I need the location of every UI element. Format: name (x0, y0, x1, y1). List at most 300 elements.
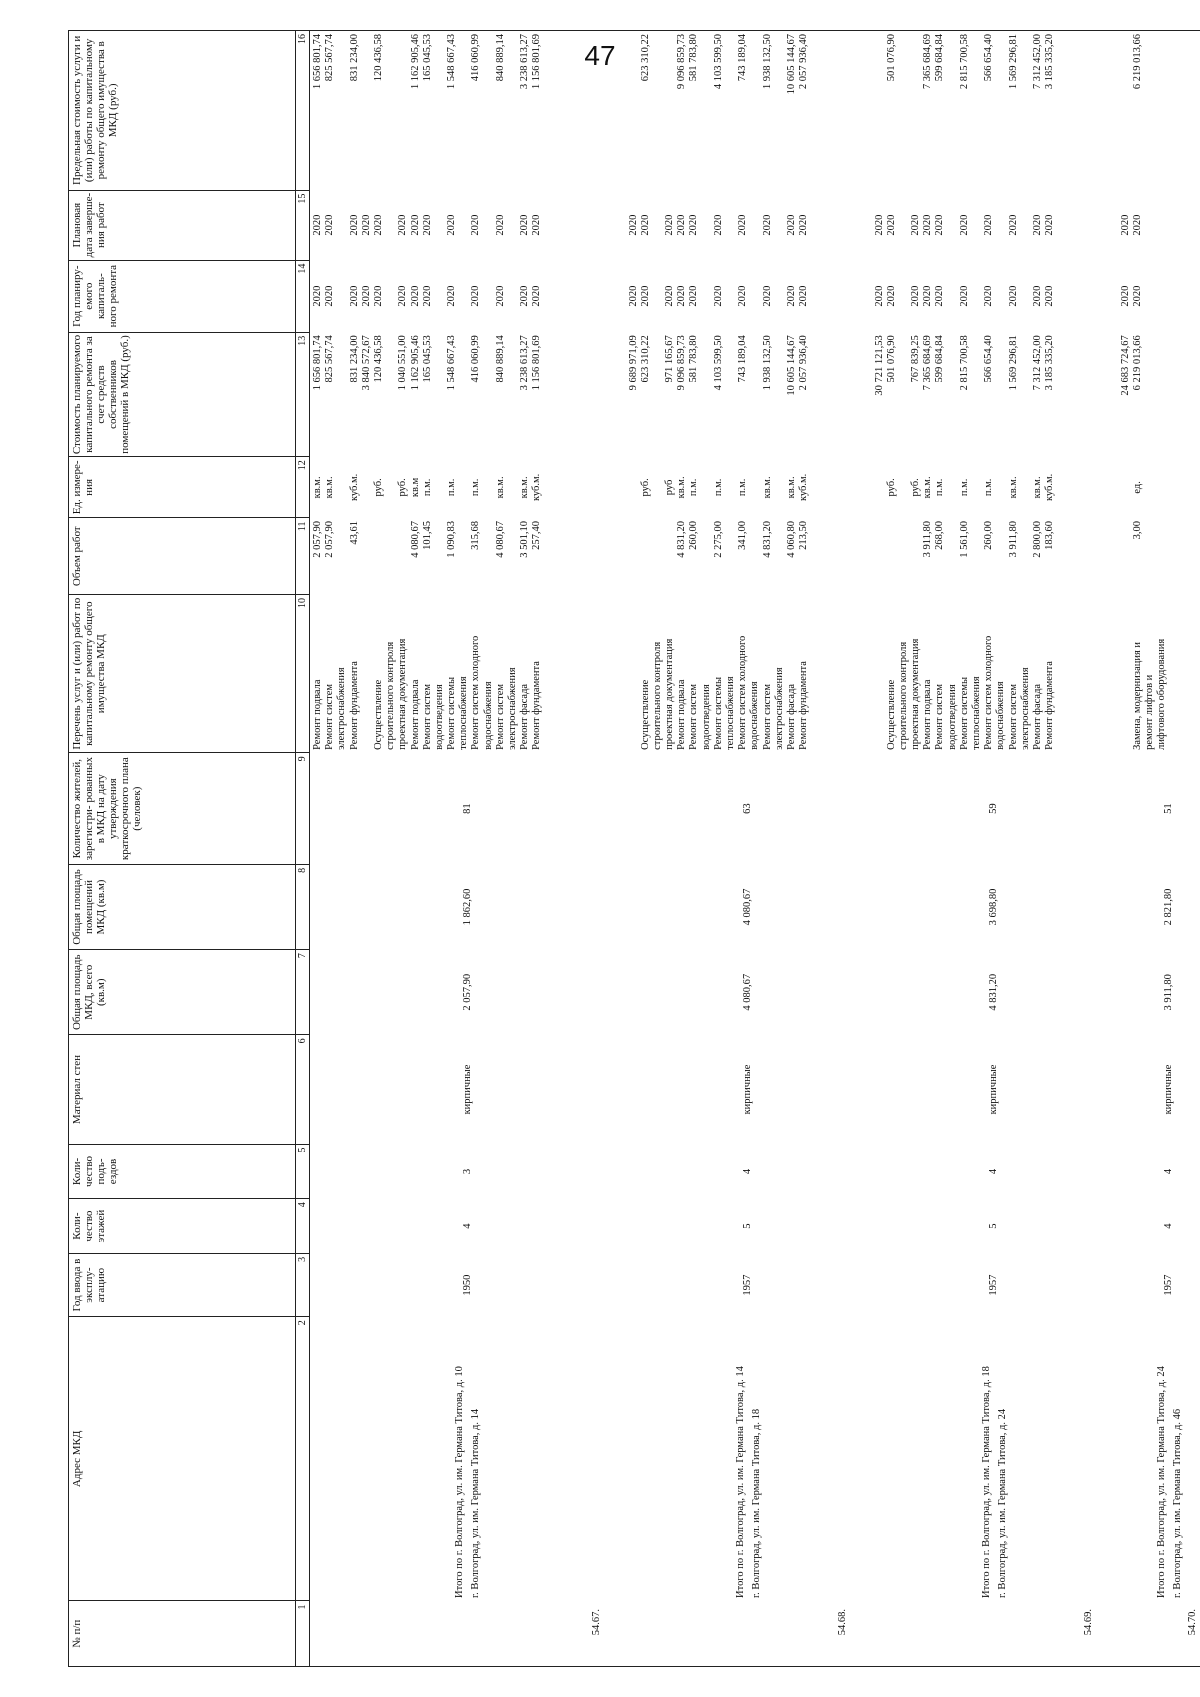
column-number: 6 (296, 1035, 310, 1144)
cell-line (774, 193, 786, 257)
cell-line: 2020 (531, 214, 543, 236)
cell-line: куб.м. (348, 473, 360, 502)
column-header: Общая площадь помещений МКД (кв.м) (69, 864, 296, 949)
cell-line: 2020 (1007, 285, 1019, 307)
cost-list (1118, 332, 1200, 457)
cell-line (458, 34, 470, 187)
cell-line: электроснабжения (507, 667, 518, 750)
cell-line: п.м. (421, 478, 433, 497)
cell-line: кв.м. (761, 476, 773, 499)
column-number: 5 (296, 1144, 310, 1199)
cell-line: куб.м. (1044, 473, 1056, 502)
cell-line: теплоснабжения (458, 676, 470, 750)
cell-line (628, 597, 640, 749)
cell-line: 10 605 144,67 (785, 34, 797, 95)
cell-line: 2020 (785, 214, 797, 236)
column-header: Предельная стоимость услуги и (или) работы по капитальному ремонту общего имущества в МКД (руб.) (69, 31, 296, 191)
cell-line (898, 193, 910, 257)
cell-line: кв.м. (494, 476, 506, 499)
cell-line: кв.м. (519, 476, 531, 499)
cell-line: водоснабжения (995, 681, 1007, 750)
cell-line: 1 569 296,81 (1007, 335, 1019, 391)
column-header: Перечень услуг и (или) работ по капитальному ремонту общего имущества МКД (69, 594, 296, 752)
cell-line: Ремонт фундамента (798, 661, 810, 750)
cell-line: кв.м. (312, 476, 323, 499)
cell-line: 2020 (983, 285, 995, 307)
cell-line (725, 521, 737, 591)
cell-line: 2020 (958, 214, 970, 236)
column-number: 15 (296, 190, 310, 260)
total-line: Итого по г. Волгоград, ул. им. Германа Титова, д. 14 (734, 1366, 746, 1598)
cell-line (507, 193, 519, 257)
cell-line (458, 460, 470, 515)
cell-line (507, 335, 519, 454)
column-header: Коли- чество этажей (69, 1199, 296, 1254)
cell-line (1156, 521, 1168, 591)
cell-line (385, 521, 397, 591)
cell-line (652, 460, 664, 515)
cell-line: кв.м. (324, 476, 336, 499)
cell-line (971, 335, 983, 454)
area-rooms: 2 821,80 (1163, 888, 1175, 926)
cell-line: 599 684,84 (934, 335, 946, 383)
cell-line: 2020 (348, 214, 360, 236)
cell-line (874, 34, 886, 187)
cell-line (385, 460, 397, 515)
cell-line: 1 156 801,69 (531, 335, 543, 391)
limit-cost-list (626, 31, 872, 191)
plan-year-list (626, 260, 872, 332)
cell-line (1156, 460, 1168, 515)
finish-date-list (1118, 190, 1200, 260)
cell-line: Ремонт системы (712, 676, 724, 750)
cell-line (725, 460, 737, 515)
cell-line (628, 521, 640, 591)
column-header: Плановая дата заверше- ния работ (69, 190, 296, 260)
cell-line: проектная документация (664, 638, 676, 750)
volume-list (310, 518, 626, 594)
cell-line: 2020 (676, 214, 688, 236)
cell-line: 825 567,74 (324, 34, 336, 82)
cell-line: 2020 (421, 285, 433, 307)
cell-line: 416 060,99 (470, 34, 482, 82)
cell-line (774, 263, 786, 329)
cell-line: кв.м (409, 477, 421, 498)
cell-line: 2 057,90 (324, 520, 336, 558)
cell-line (385, 335, 397, 454)
cell-line: 2020 (1044, 214, 1056, 236)
finish-date-list (310, 190, 626, 260)
cell-line: 30 721 121,53 (873, 335, 885, 396)
column-number: 3 (296, 1253, 310, 1316)
residents: 63 (742, 803, 754, 814)
column-number: 13 (296, 332, 310, 457)
cell-line (458, 193, 470, 257)
cell-line: 2020 (1131, 285, 1143, 307)
cell-line (701, 193, 713, 257)
year-built: 1957 (742, 1274, 754, 1296)
cell-line: 971 165,67 (664, 335, 676, 383)
cell-line: 7 365 684,69 (922, 335, 934, 391)
cell-line: электроснабжения (773, 667, 785, 750)
cell-line (725, 34, 737, 187)
cell-line: 2020 (910, 285, 922, 307)
cell-line (1144, 460, 1156, 515)
cell-line (774, 34, 786, 187)
cell-line (701, 521, 713, 591)
cell-line: 623 310,22 (639, 335, 651, 383)
cell-line (1156, 193, 1168, 257)
cell-line: 24 683 724,67 (1119, 335, 1131, 396)
address-cell (872, 1317, 1118, 1601)
cell-line: строительного контроля (385, 641, 397, 750)
cell-line: 3 238 613,27 (519, 335, 531, 391)
cell-line: Ремонт системы (958, 676, 970, 750)
cell-line: Ремонт фасада (519, 683, 531, 750)
cell-line: руб. (397, 478, 409, 497)
cell-line: 1 156 801,69 (531, 34, 543, 90)
cell-line: 2020 (372, 285, 384, 307)
cell-line (361, 34, 373, 187)
cell-line: 840 889,14 (494, 34, 506, 82)
residents: 81 (461, 803, 473, 814)
cell-line: 2020 (688, 214, 700, 236)
cell-line: 2020 (664, 285, 676, 307)
cell-line: 2020 (627, 214, 639, 236)
cell-line: 2020 (983, 214, 995, 236)
cell-line: теплоснабжения (725, 676, 736, 750)
cell-line: 2020 (737, 285, 749, 307)
entrances: 4 (742, 1168, 754, 1175)
cell-line: Ремонт систем (688, 683, 700, 750)
cell-line: 1 938 132,50 (761, 335, 773, 391)
cell-line (434, 34, 446, 187)
column-number: 12 (296, 457, 310, 518)
cell-line: 6 219 013,66 (1131, 34, 1143, 90)
floors: 4 (461, 1223, 473, 1229)
cell-line: 4 831,20 (761, 520, 773, 558)
cell-line: 1 548 667,43 (446, 34, 458, 90)
cell-line (652, 193, 664, 257)
cell-line (947, 34, 959, 187)
cell-line (652, 263, 664, 329)
cell-line (947, 335, 959, 454)
cell-line (1144, 34, 1156, 187)
cell-line: 2020 (798, 285, 810, 307)
cell-line (483, 193, 495, 257)
plan-year-list (872, 260, 1118, 332)
cell-line (749, 460, 761, 515)
cell-line (361, 521, 373, 591)
cell-line: 268,00 (934, 520, 946, 550)
year-built: 1950 (461, 1274, 473, 1296)
cell-line: 3 238 613,27 (519, 34, 531, 90)
cell-line (874, 597, 886, 749)
cell-line: 2020 (324, 285, 336, 307)
column-number: 2 (296, 1317, 310, 1601)
cell-line: Осуществление (372, 679, 384, 750)
cell-line (483, 335, 495, 454)
cell-line: 2020 (519, 285, 531, 307)
cell-line (652, 521, 664, 591)
cell-line: 831 234,00 (348, 335, 360, 383)
cell-line: 2020 (688, 285, 700, 307)
cell-line (995, 263, 1007, 329)
cell-line (947, 460, 959, 515)
cell-line: Ремонт фундамента (348, 661, 360, 750)
finish-date-list (626, 190, 872, 260)
wall-material: кирпичные (461, 1064, 473, 1115)
cell-line (483, 460, 495, 515)
column-number: 9 (296, 753, 310, 864)
cell-line (336, 34, 348, 187)
floors: 4 (1163, 1223, 1175, 1229)
cell-line: п.м. (983, 478, 995, 497)
area-rooms: 3 698,80 (988, 888, 1000, 926)
cell-line (652, 335, 664, 454)
residents: 51 (1163, 803, 1175, 814)
cell-line: 101,45 (421, 520, 433, 550)
cell-line: 2020 (372, 214, 384, 236)
cell-line: 2020 (1007, 214, 1019, 236)
column-header: Год планиру- емого капиталь- ного ремонта (69, 260, 296, 332)
cell-line: 2020 (421, 214, 433, 236)
cell-line: 7 312 452,00 (1031, 335, 1043, 391)
cell-line (701, 335, 713, 454)
cell-line: 840 889,14 (494, 335, 506, 383)
address-cell (1118, 1317, 1200, 1601)
cell-line: 2020 (761, 285, 773, 307)
address-cell (626, 1317, 872, 1601)
cell-line (664, 34, 676, 187)
cell-line (507, 460, 519, 515)
cell-line: 43,61 (348, 520, 360, 545)
cell-line: 2020 (885, 285, 897, 307)
cell-line: 2020 (360, 214, 372, 236)
cell-line: 1 162 905,46 (409, 34, 421, 90)
cell-line: п.м. (934, 478, 946, 497)
cell-line: Ремонт фасада (785, 683, 797, 750)
cell-line (434, 335, 446, 454)
cell-line (434, 460, 446, 515)
cell-line (1156, 263, 1168, 329)
cell-line: 2020 (1031, 285, 1043, 307)
cell-line (701, 34, 713, 187)
cell-line: проектная документация (397, 638, 409, 750)
cell-line: водоснабжения (749, 681, 761, 750)
cell-line: электроснабжения (336, 667, 348, 750)
cell-line (1020, 34, 1032, 187)
cell-line (701, 263, 713, 329)
volume-list (1118, 518, 1200, 594)
cell-line (336, 335, 348, 454)
cell-line: 2 275,00 (712, 520, 724, 558)
cell-line (995, 193, 1007, 257)
cell-line: п.м. (446, 478, 458, 497)
row-index: 54.70. (1118, 1601, 1200, 1667)
cell-line: 566 654,40 (983, 34, 995, 82)
cell-line: кв.м. (785, 476, 797, 499)
cell-line: 341,00 (737, 520, 749, 550)
cell-line (507, 34, 519, 187)
column-header: Год ввода в эксплу- атацию (69, 1253, 296, 1316)
cell-line: 2020 (519, 214, 531, 236)
cell-line (336, 460, 348, 515)
cell-line: 825 567,74 (324, 335, 336, 383)
area-total: 4 831,20 (988, 973, 1000, 1011)
cell-line: 9 096 859,73 (676, 34, 688, 90)
entrances: 3 (461, 1168, 473, 1175)
cell-line: 2020 (664, 214, 676, 236)
cell-line: Ремонт систем холодного (983, 635, 995, 750)
rotated-table-wrapper (68, 30, 1199, 1667)
cell-line (507, 263, 519, 329)
address: г. Волгоград, ул. им. Германа Титова, д. 46 (1171, 1408, 1183, 1598)
cost-list (310, 332, 626, 457)
cell-line (1020, 521, 1032, 591)
cell-line: 4 103 599,50 (712, 34, 724, 90)
entrances: 4 (1163, 1168, 1175, 1175)
cell-line: 2020 (312, 214, 323, 236)
cell-line: Ремонт систем холодного (737, 635, 749, 750)
cell-line (886, 521, 898, 591)
cell-line (1120, 34, 1132, 187)
cell-line: 2020 (934, 214, 946, 236)
cell-line (1144, 193, 1156, 257)
cell-line: 120 436,58 (372, 335, 384, 383)
cell-line (652, 34, 664, 187)
cell-line (995, 34, 1007, 187)
cell-line (898, 521, 910, 591)
cell-line: водоотведения (700, 684, 712, 750)
cell-line: строительного контроля (651, 641, 663, 750)
cell-line: ед. (1131, 481, 1143, 494)
plan-year-list (1118, 260, 1200, 332)
column-header: Количество жителей, зарегистри- рованных в МКД на дату утверждения краткосрочного плана (человек) (69, 753, 296, 864)
column-header: Адрес МКД (69, 1317, 296, 1601)
cell-line: 2020 (1119, 285, 1131, 307)
cell-line: Ремонт систем (934, 683, 946, 750)
house-block (1118, 31, 1200, 1667)
cell-line (971, 460, 983, 515)
floors: 5 (988, 1223, 1000, 1229)
cell-line (373, 521, 385, 591)
cell-line (434, 263, 446, 329)
house-block (626, 31, 872, 1667)
cell-line: 2020 (531, 285, 543, 307)
cell-line (1120, 521, 1132, 591)
works-list (872, 594, 1118, 752)
cell-line (701, 460, 713, 515)
row-index: 54.67. (310, 1601, 626, 1667)
cell-line (749, 521, 761, 591)
cell-line: Ремонт систем (1007, 683, 1019, 750)
cell-line (725, 263, 737, 329)
cell-line: 2020 (922, 214, 934, 236)
cell-line: 2020 (712, 285, 724, 307)
total-line: Итого по г. Волгоград, ул. им. Германа Титова, д. 18 (980, 1366, 992, 1598)
cell-line: куб.м. (798, 473, 810, 502)
cell-line: 1 090,83 (446, 520, 458, 558)
cell-line: Ремонт системы (446, 676, 458, 750)
column-number-row (296, 31, 310, 1667)
limit-cost-list (310, 31, 626, 191)
cell-line: 2020 (470, 214, 482, 236)
year-built: 1957 (988, 1274, 1000, 1296)
cell-line: Ремонт фундамента (1044, 661, 1056, 750)
address: г. Волгоград, ул. им. Германа Титова, д. 14 (469, 1408, 481, 1598)
cell-line: 2020 (922, 285, 934, 307)
cell-line (664, 521, 676, 591)
cell-line (385, 263, 397, 329)
column-header: № п/п (69, 1601, 296, 1667)
cell-line: 2 057 936,40 (798, 335, 810, 391)
cell-line (995, 335, 1007, 454)
header-row (69, 31, 296, 1667)
cell-line (874, 521, 886, 591)
cell-line (749, 193, 761, 257)
cell-line: 260,00 (983, 520, 995, 550)
cell-line: 4 080,67 (409, 520, 421, 558)
cell-line: кв.м. (676, 476, 688, 499)
units-list (310, 457, 626, 518)
cell-line: 623 310,22 (639, 34, 651, 82)
cell-line: 2020 (785, 285, 797, 307)
cell-line: кв.м. (1031, 476, 1043, 499)
column-number: 1 (296, 1601, 310, 1667)
finish-date-list (872, 190, 1118, 260)
cell-line: 2020 (627, 285, 639, 307)
house-block (872, 31, 1118, 1667)
cell-line (385, 193, 397, 257)
cell-line: Ремонт фасада (1031, 683, 1043, 750)
cell-line: 2020 (639, 214, 651, 236)
entrances: 4 (988, 1168, 1000, 1175)
area-total: 4 080,67 (742, 973, 754, 1011)
column-number: 14 (296, 260, 310, 332)
units-list (626, 457, 872, 518)
cost-list (872, 332, 1118, 457)
cell-line: 2020 (761, 214, 773, 236)
cell-line: 2020 (1131, 214, 1143, 236)
cell-line: 831 234,00 (348, 34, 360, 82)
cell-line: 4 060,80 (785, 520, 797, 558)
cell-line: 501 076,90 (885, 335, 897, 383)
cell-line (458, 335, 470, 454)
works-list (310, 594, 626, 752)
cell-line: 4 831,20 (676, 520, 688, 558)
cell-line: 2 057,90 (312, 520, 323, 558)
cell-line: 257,40 (531, 520, 543, 550)
area-rooms: 1 862,60 (461, 888, 473, 926)
cell-line: 581 783,80 (688, 335, 700, 383)
cell-line: 2020 (494, 214, 506, 236)
year-built: 1957 (1163, 1274, 1175, 1296)
cell-line (749, 335, 761, 454)
total-line: Итого по г. Волгоград, ул. им. Германа Титова, д. 10 (453, 1366, 465, 1598)
cell-line: 2020 (873, 214, 885, 236)
wall-material: кирпичные (988, 1064, 1000, 1115)
address: г. Волгоград, ул. им. Германа Титова, д. 18 (750, 1408, 762, 1598)
cell-line: 2020 (676, 285, 688, 307)
cell-line: 2 815 700,58 (958, 335, 970, 391)
cell-line (1144, 263, 1156, 329)
cell-line (1156, 335, 1168, 454)
cell-line: 2020 (312, 285, 323, 307)
residents: 59 (988, 803, 1000, 814)
cell-line: 2020 (1119, 214, 1131, 236)
cell-line: 2 800,00 (1031, 520, 1043, 558)
